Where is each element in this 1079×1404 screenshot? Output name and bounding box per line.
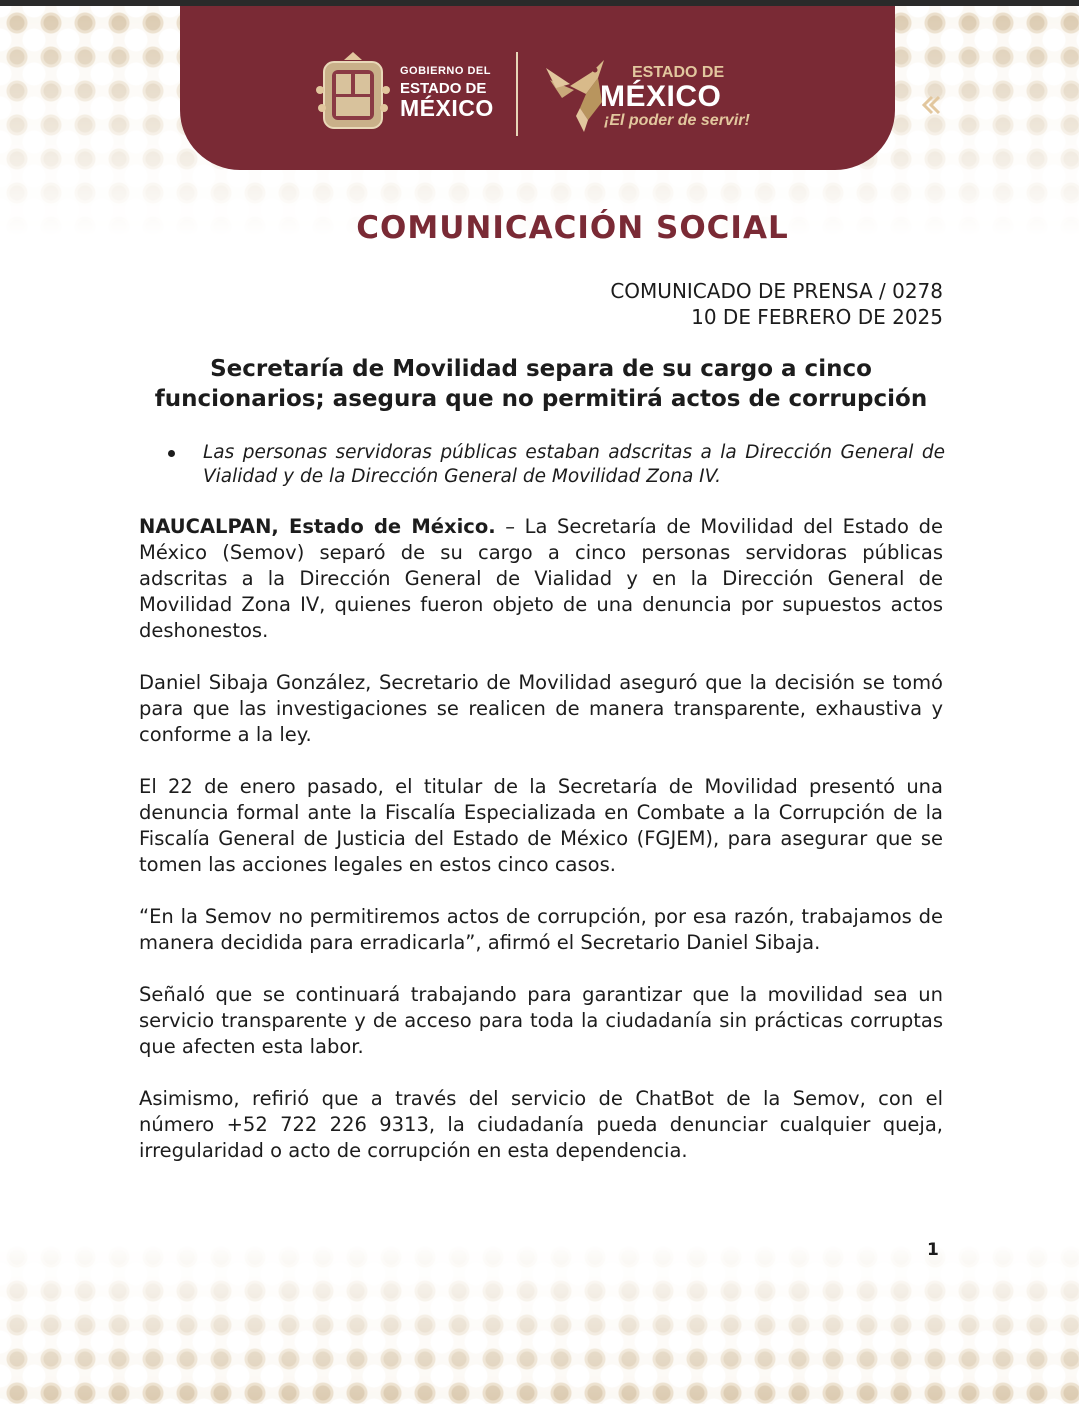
summary-bullet [165, 441, 945, 489]
paragraph-1-text: – La Secretaría de Movilidad del Estado de México (Semov) separó de su cargo a cinco personas servidoras públicas adscritas a la Dirección General de Vialidad y en la Dirección General de Movilidad Zona IV, quienes fueron objeto de una denuncia por supuestos actos deshonestos. [139, 515, 943, 642]
double-chevron-icon [920, 94, 942, 116]
brand-slogan: ¡El poder de servir! [604, 112, 750, 129]
brand-line-1: ESTADO DE [632, 64, 725, 81]
headline: Secretaría de Movilidad separa de su cargo a cinco funcionarios; asegura que no permitirá actos de corrupción [154, 356, 928, 412]
article-body [139, 514, 943, 1190]
paragraph-5: Señaló que se continuará trabajando para garantizar que la movilidad sea un servicio transparente y de acceso para toda la ciudadanía sin prácticas corruptas que afecten esta labor. [139, 983, 943, 1058]
paragraph-3: El 22 de enero pasado, el titular de la Secretaría de Movilidad presentó una denuncia formal ante la Fiscalía Especializada en Combate a la Corrupción de la Fiscalía General de Justicia del Estado de México (FGJEM), para asegurar que se tomen las acciones legales en estos cinco casos. [139, 775, 943, 876]
release-info [610, 278, 943, 330]
coat-of-arms-icon [316, 50, 390, 136]
page-number: 1 [927, 1240, 939, 1260]
header-band [180, 6, 895, 170]
brand-line-2: MÉXICO [600, 80, 722, 113]
gov-line-3: MÉXICO [400, 95, 494, 122]
paragraph-2: Daniel Sibaja González, Secretario de Movilidad aseguró que la decisión se tomó para que las investigaciones se realicen de manera transparente, exhaustiva y conforme a la ley. [139, 671, 943, 746]
bullet-text: Las personas servidoras públicas estaban adscritas a la Dirección General de Vialidad y de la Dirección General de Movilidad Zona IV. [203, 442, 945, 487]
gov-line-2: ESTADO DE [400, 79, 487, 97]
logo-divider [516, 52, 518, 136]
gov-line-1: GOBIERNO DEL [400, 65, 491, 77]
page-title: COMUNICACIÓN SOCIAL [356, 210, 789, 246]
paragraph-1 [139, 514, 943, 644]
decorative-pattern-bottom [0, 1240, 1079, 1404]
paragraph-4: “En la Semov no permitiremos actos de corrupción, por esa razón, trabajamos de manera decidida para erradicarla”, afirmó el Secretario Daniel Sibaja. [139, 905, 943, 954]
paragraph-6: Asimismo, refirió que a través del servicio de ChatBot de la Semov, con el número +52 722 226 9313, la ciudadanía pueda denunciar cualquier queja, irregularidad o acto de corrupción en esta dependencia. [139, 1087, 943, 1162]
bullet-dot [168, 450, 175, 457]
dateline: NAUCALPAN, Estado de México. [139, 515, 496, 538]
release-number: COMUNICADO DE PRENSA / 0278 [610, 279, 943, 303]
estado-mexico-brand [600, 64, 750, 130]
government-logo-text [400, 66, 494, 120]
release-date: 10 DE FEBRERO DE 2025 [691, 305, 943, 329]
